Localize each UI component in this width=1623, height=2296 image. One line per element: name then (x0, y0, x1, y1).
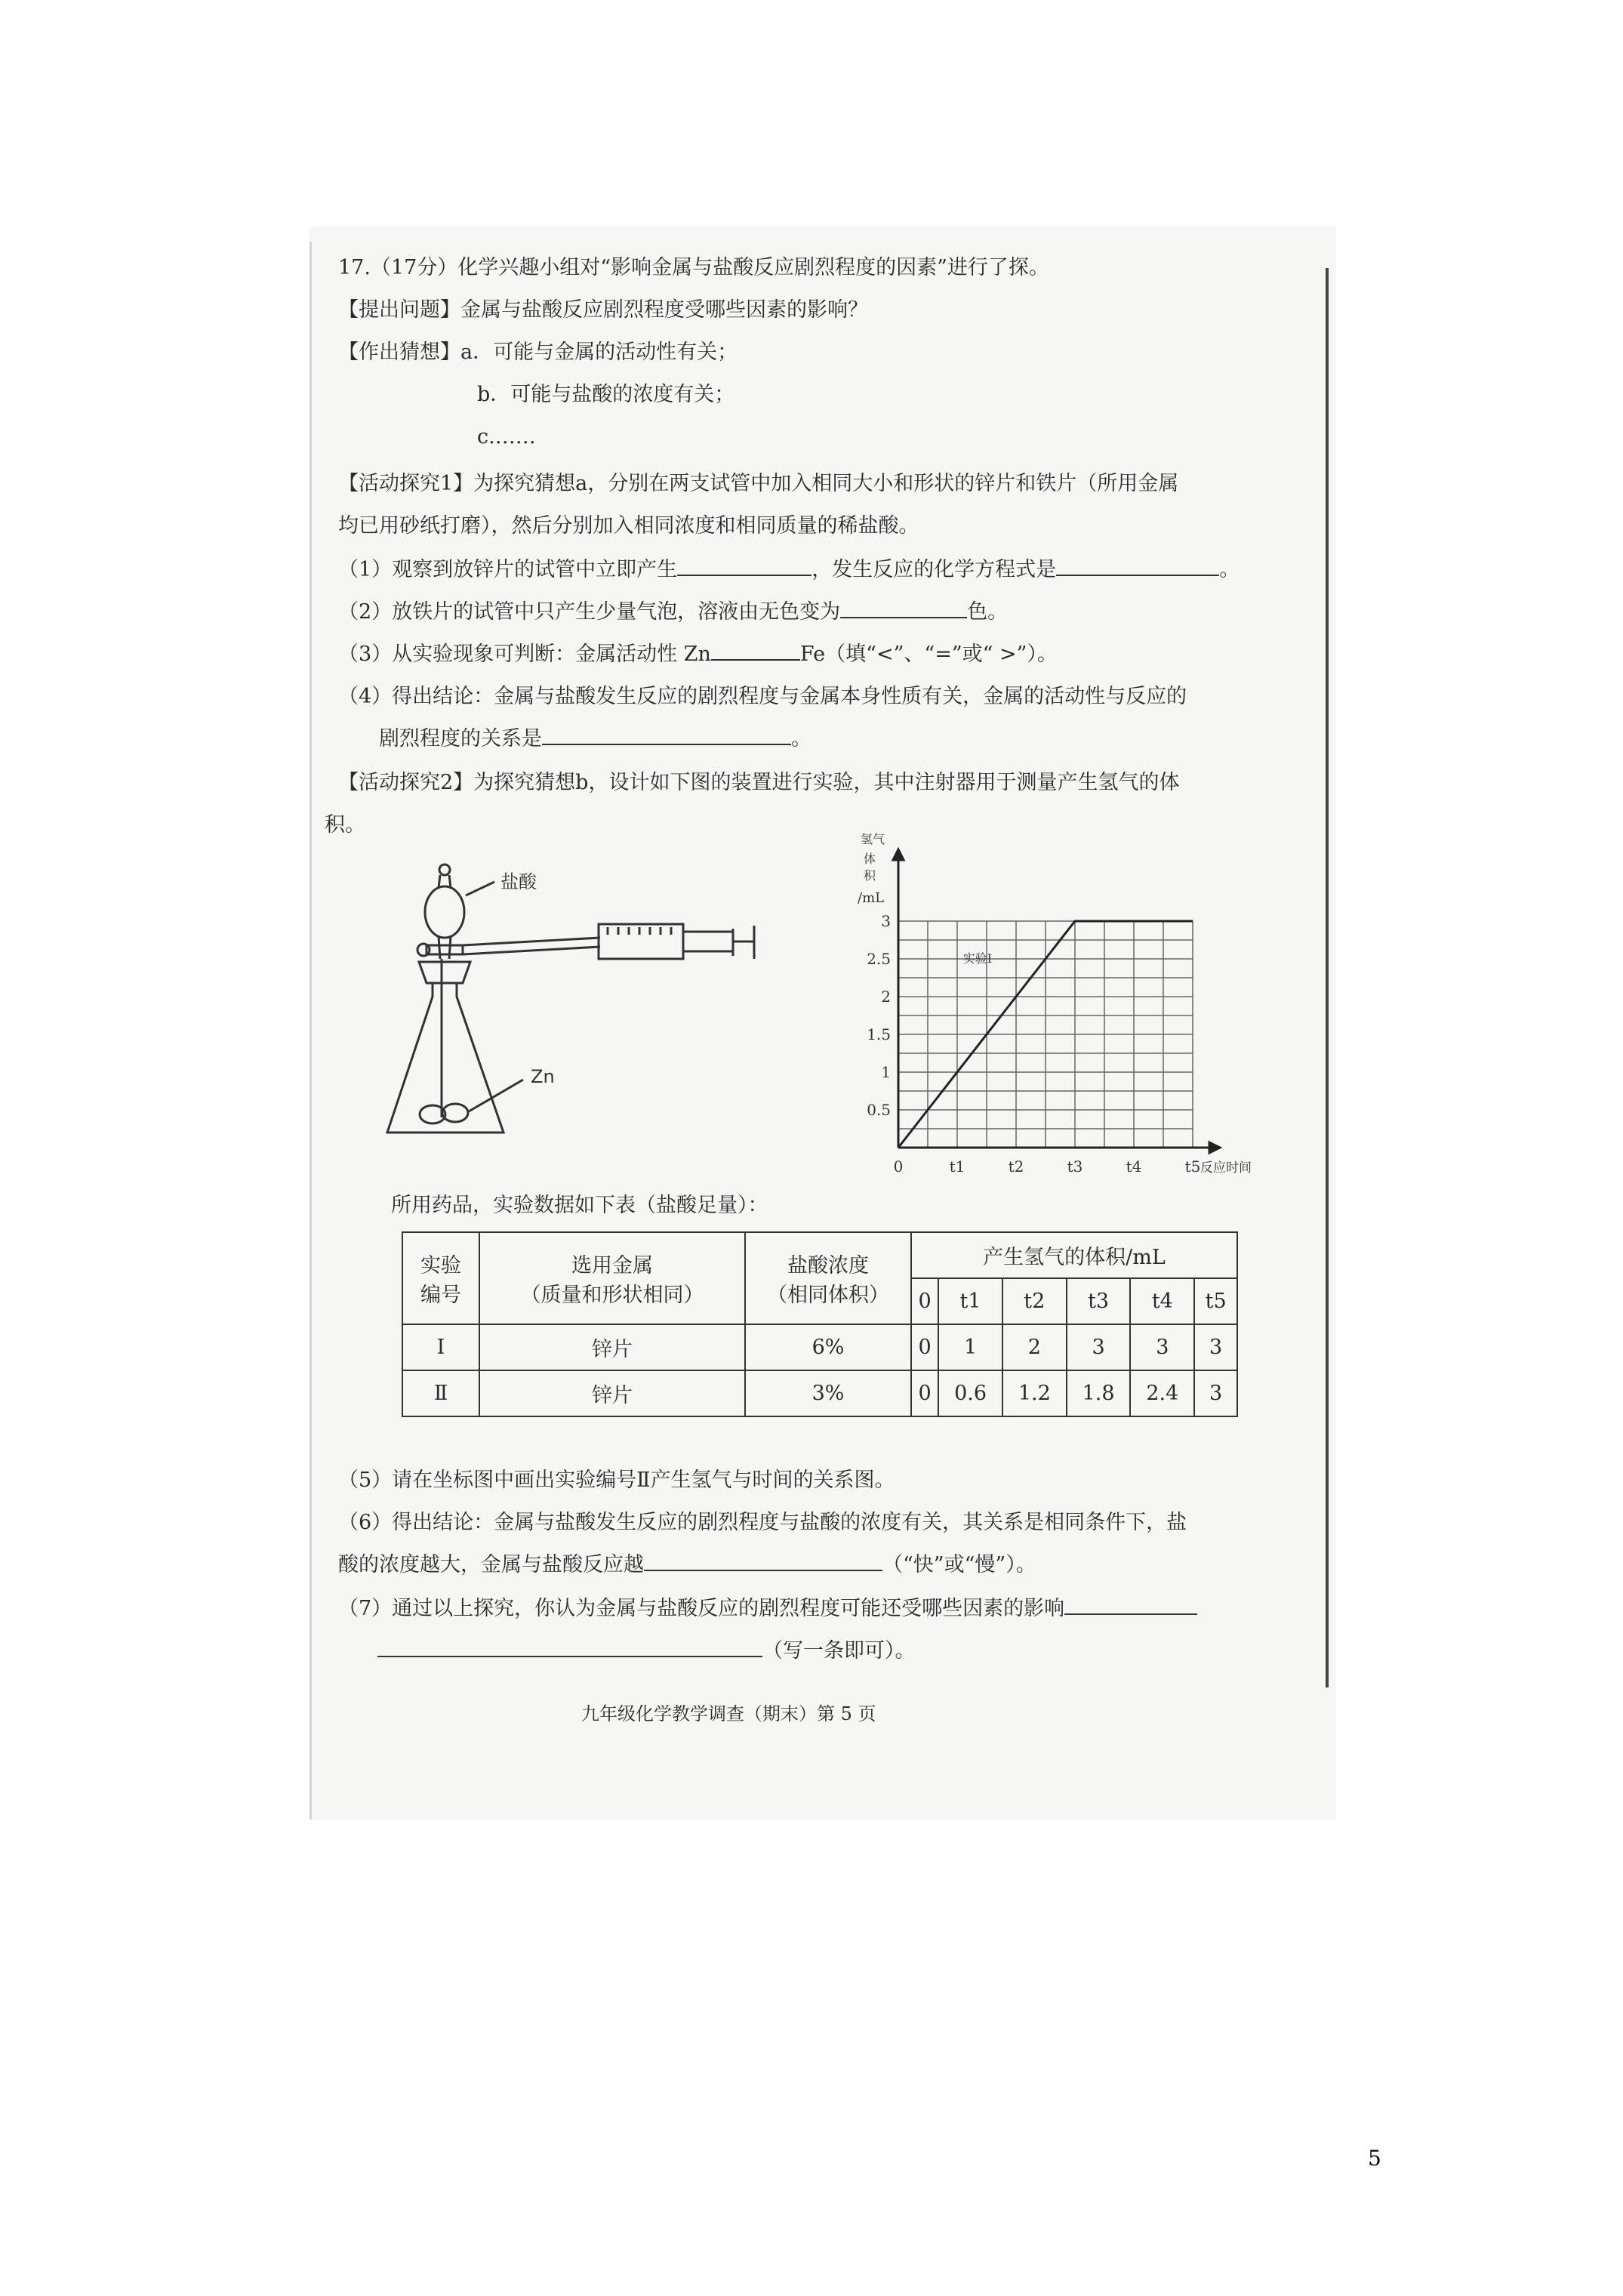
table-cell: 1.8 (1067, 1370, 1131, 1416)
table-cell: 0 (911, 1370, 938, 1416)
scan-edge (1326, 268, 1329, 1687)
answer-blank[interactable] (711, 659, 800, 661)
q6-text: （6）得出结论：金属与盐酸发生反应的剧烈程度与盐酸的浓度有关，其关系是相同条件下，盐 (338, 1511, 1187, 1534)
table-cell: 3% (745, 1370, 911, 1416)
activity1-text: 均已用砂纸打磨），然后分别加入相同浓度和相同质量的稀盐酸。 (338, 514, 919, 538)
answer-blank[interactable] (840, 617, 967, 618)
table-cell: 锌片 (479, 1324, 745, 1370)
table-cell: 2 (1002, 1324, 1067, 1370)
activity2-text: 【活动探究2】为探究猜想b，设计如下图的装置进行实验，其中注射器用于测量产生氢气的体 (338, 771, 1180, 794)
table-cell: 0.6 (938, 1370, 1002, 1416)
q2-text: 色。 (967, 600, 1009, 624)
time-header: t5 (1194, 1278, 1237, 1324)
hypothesis-a: 【作出猜想】a．可能与金属的活动性有关； (338, 341, 738, 364)
q1-text: （1）观察到放锌片的试管中立即产生 (338, 558, 678, 581)
y-axis-label: 积 (864, 868, 876, 883)
header-cell: 选用金属 （质量和形状相同） (479, 1232, 745, 1324)
q1-line (338, 557, 1240, 583)
table-row (402, 1324, 1237, 1370)
answer-blank[interactable] (1056, 575, 1219, 576)
y-axis-label: 氢气 (861, 832, 885, 846)
q1-text: ，发生反应的化学方程式是 (812, 558, 1057, 581)
y-tick-label: 2.5 (867, 950, 891, 968)
q4-text: 。 (791, 727, 812, 750)
y-tick-label: 1.5 (867, 1025, 891, 1043)
header-cell: 产生氢气的体积/mL (911, 1232, 1237, 1278)
q3-text: Fe（填“<”、“=”或“ >”）。 (799, 643, 1058, 666)
answer-blank[interactable] (1064, 1613, 1197, 1615)
x-tick-label: t1 (949, 1157, 965, 1176)
q4-line (379, 726, 812, 752)
acid-label: 盐酸 (500, 871, 537, 892)
answer-blank[interactable] (377, 1656, 762, 1657)
q4-text: 剧烈程度的关系是 (379, 727, 542, 750)
table-cell: 锌片 (479, 1370, 745, 1416)
time-header: 0 (911, 1278, 938, 1324)
activity1-text: 【活动探究1】为探究猜想a，分别在两支试管中加入相同大小和形状的锌片和铁片（所用金属 (338, 472, 1179, 495)
time-header: t1 (938, 1278, 1002, 1324)
answer-blank[interactable] (542, 744, 791, 745)
time-header: t4 (1130, 1278, 1194, 1324)
hydrogen-volume-chart (838, 827, 1252, 1182)
table-row (402, 1370, 1237, 1416)
table-intro: 所用药品，实验数据如下表（盐酸足量）： (391, 1194, 768, 1217)
q6-line (338, 1552, 1036, 1578)
q5-text: （5）请在坐标图中画出实验编号Ⅱ产生氢气与时间的关系图。 (338, 1469, 895, 1492)
page-number: 5 (1368, 2146, 1381, 2171)
hypothesis-b: b．可能与盐酸的浓度有关； (477, 383, 735, 406)
activity2-text: 积。 (325, 813, 365, 837)
table-cell: Ⅰ (402, 1324, 479, 1370)
y-tick-label: 3 (881, 912, 891, 930)
q6-text: （“快”或“慢”）。 (882, 1553, 1036, 1576)
y-axis-arrow (893, 849, 904, 860)
q6-text: 酸的浓度越大，金属与盐酸反应越 (338, 1553, 644, 1576)
x-tick-label: t2 (1008, 1157, 1024, 1176)
y-tick-label: 1 (881, 1063, 891, 1081)
q3-text: （3）从实验现象可判断：金属活动性 Zn (338, 643, 711, 666)
table-cell: 1.2 (1002, 1370, 1067, 1416)
y-axis-unit: /mL (858, 890, 885, 906)
q7-text: （写一条即可）。 (762, 1639, 916, 1663)
table-cell: 2.4 (1130, 1370, 1194, 1416)
table-cell: 3 (1067, 1324, 1131, 1370)
q3-line (338, 642, 1058, 667)
zinc-label: Zn (531, 1066, 555, 1087)
header-cell: 实验 编号 (402, 1232, 479, 1324)
table-cell: 0 (911, 1324, 938, 1370)
x-tick-label: t3 (1067, 1157, 1083, 1176)
question-header: 17.（17分）化学兴趣小组对“影响金属与盐酸反应剧烈程度的因素”进行了探。 (338, 256, 1049, 279)
x-tick-label: t4 (1126, 1157, 1142, 1176)
q7-line (338, 1596, 1197, 1622)
scan-edge (310, 242, 312, 1820)
table-cell: 3 (1194, 1370, 1237, 1416)
time-header: t2 (1002, 1278, 1067, 1324)
q1-text: 。 (1219, 558, 1240, 581)
x-tick-label: t5 (1184, 1157, 1201, 1176)
experiment-apparatus (381, 853, 781, 1140)
y-tick-label: 0.5 (867, 1101, 891, 1119)
q7-text: （7）通过以上探究，你认为金属与盐酸反应的剧烈程度可能还受哪些因素的影响 (338, 1597, 1065, 1620)
q2-text: （2）放铁片的试管中只产生少量气泡，溶液由无色变为 (338, 600, 841, 624)
series-label: 实验Ⅰ (962, 951, 993, 966)
header-cell: 盐酸浓度 （相同体积） (745, 1232, 911, 1324)
x-axis-label: 反应时间 (1200, 1160, 1252, 1176)
table-cell: 6% (745, 1324, 911, 1370)
hypothesis-c: c.…… (477, 425, 536, 448)
table-cell: 3 (1130, 1324, 1194, 1370)
x-tick-label: 0 (893, 1157, 904, 1176)
table-cell: 1 (938, 1324, 1002, 1370)
table-cell: 3 (1194, 1324, 1237, 1370)
y-axis-label: 体 (864, 852, 876, 866)
answer-blank[interactable] (677, 575, 812, 576)
q7-line (377, 1638, 916, 1664)
q2-line (338, 599, 1008, 625)
time-header: t3 (1067, 1278, 1131, 1324)
experiment-data-table (402, 1231, 1238, 1417)
raise-problem: 【提出问题】金属与盐酸反应剧烈程度受哪些因素的影响？ (338, 298, 868, 322)
y-tick-label: 2 (881, 988, 891, 1006)
answer-blank[interactable] (644, 1570, 882, 1571)
table-cell: Ⅱ (402, 1370, 479, 1416)
page-footer: 九年级化学教学调查（期末）第 5 页 (581, 1703, 876, 1724)
x-axis-arrow (1209, 1142, 1220, 1153)
q4-text: （4）得出结论：金属与盐酸发生反应的剧烈程度与金属本身性质有关，金属的活动性与反应的 (338, 685, 1187, 708)
